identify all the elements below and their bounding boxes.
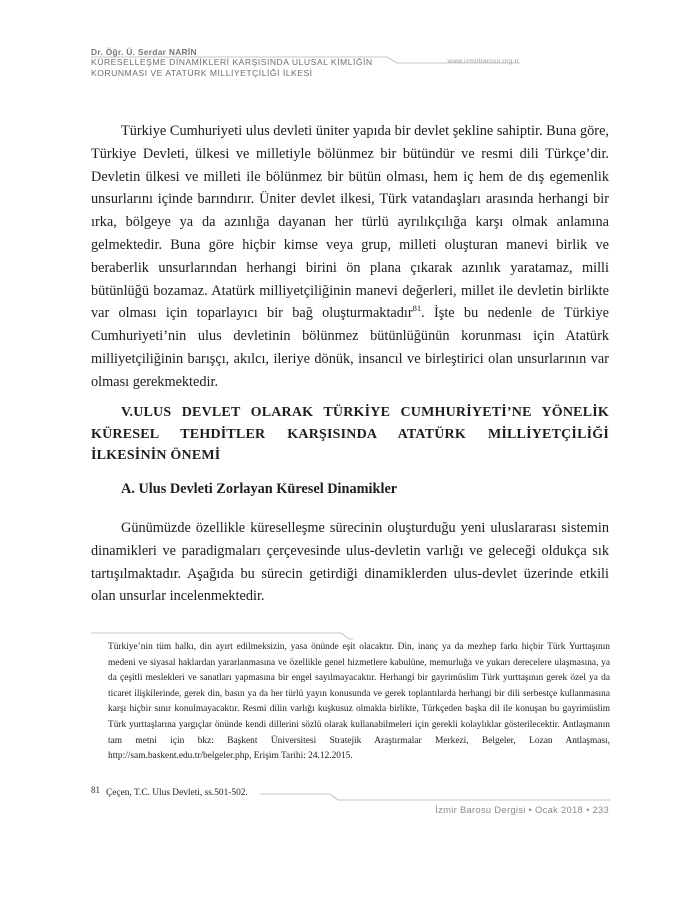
footnote-continued: Türkiye’nin tüm halkı, din ayırt edilmeksizin, yasa önünde eşit olacaktır. Din, inanç ya da mezhep farkı hiçbir Türk Yurttaşının medeni ve siyasal haklardan yararlanmasına ve özellikle genel hizmetlere kabulüne, memurluğa ve yukarı derecelere ulaşmasına, ya da çeşitli meslekleri ve sanatları yapmasına bir engel sayılmayacaktır. Herhangi bir gayrimüslim Türk yurttaşının gerek özel ya da ticaret ilişkilerinde, gerek din, basın ya da her türlü yayın konusunda ve gerek toplantılarda herhangi bir dili serbestçe kullanmasına karşı hiçbir sınır konulmayacaktır. Resmi dilin varlığı kuşkusuz olmakla birlikte, Türkçeden başka dil ile konuşan bu gayrimüslim Türk yurttaşlarına yargıçlar önünde kendi dillerini sözlü olarak kullanabilmeleri için gerekli kolaylıklar gösterilecektir. Antlaşmanın tam metni için bkz: Başkent Üniversitesi Stratejik Araştırmalar Merkezi, Belgeler, Lozan Antlaşması, http://sam.baskent.edu.tr/belgeler.php, Erişim Tarihi: 24.12.2015. <box>108 642 610 762</box>
paragraph-2-text: Günümüzde özellikle küreselleşme sürecinin oluşturduğu yeni uluslararası sistemin dinamikleri ve paradigmaları çerçevesinde ulus-devletin varlığı ve geleceği oldukça sık tartışılmaktadır. Aşağıda bu sürecin getirdiği dinamiklerden ulus-devlet üzerinde etkili olan unsurlar incelenmektedir. <box>91 520 609 605</box>
section-heading: V.ULUS DEVLET OLARAK TÜRKİYE CUMHURİYETİ’NE YÖNELİK KÜRESEL TEHDİTLER KARŞISINDA ATATÜRK MİLLİYETÇİLİĞİ İLKESİNİN ÖNEMİ <box>91 405 609 463</box>
paragraph-1-text-b: . İşte bu nedenle de Türkiye Cumhuriyeti’nin ulus devletinin bölünmez bütünlüğünün korunması için Atatürk milliyetçiliğinin barışçı, akılcı, ileriye dönük, insancıl ve birleştirici olan unsurlarının var olması gerekmektedir. <box>91 305 609 390</box>
website-url: www.izmirbarosu.org.tr <box>447 58 519 65</box>
author-name: Dr. Öğr. Ü. Serdar NARİN <box>91 47 197 57</box>
footnote-81-number: 81 <box>91 785 100 795</box>
footnote-81-text: Çeçen, T.C. Ulus Devleti, ss.501-502. <box>106 788 248 798</box>
running-title-line-1: KÜRESELLEŞME DİNAMİKLERİ KARŞISINDA ULUSAL KİMLİĞİN <box>91 57 373 67</box>
page-footer: İzmir Barosu Dergisi • Ocak 2018 • 233 <box>435 804 609 815</box>
sub-heading: A. Ulus Devleti Zorlayan Küresel Dinamikler <box>121 481 398 497</box>
footnote-reference[interactable]: 81 <box>412 303 422 314</box>
running-title-line-2: KORUNMASI VE ATATÜRK MİLLİYETÇİLİĞİ İLKESİ <box>91 68 313 78</box>
paragraph-1-text-a: Türkiye Cumhuriyeti ulus devleti üniter yapıda bir devlet şekline sahiptir. Buna göre, Türkiye Devleti, ülkesi ve milletiyle bölünmez bir bütündür ve resmi dili Türkçe’dir. Devletin ülkesi ve milleti ile bölünmez bir bütün olması, hem iç hem de dış egemenlik unsurlarını içinde barındırır. Üniter devlet ilkesi, Türk vatandaşları arasında herhangi bir ırka, bölgeye ya da azınlığa dayanan her türlü ayrılıkçılığa karşı olmak anlamına gelmektedir. Buna göre hiçbir kimse veya grup, milleti oluşturan manevi birlik ve beraberlik unsurlarından herhangi birini ön plana çıkarak azınlık yaratamaz, milli bütünlüğü bozamaz. Atatürk milliyetçiliğinin manevi değerleri, millet ile devletin birlikte var olması için toparlayıcı bir bağ oluşturmaktadır <box>91 123 609 322</box>
